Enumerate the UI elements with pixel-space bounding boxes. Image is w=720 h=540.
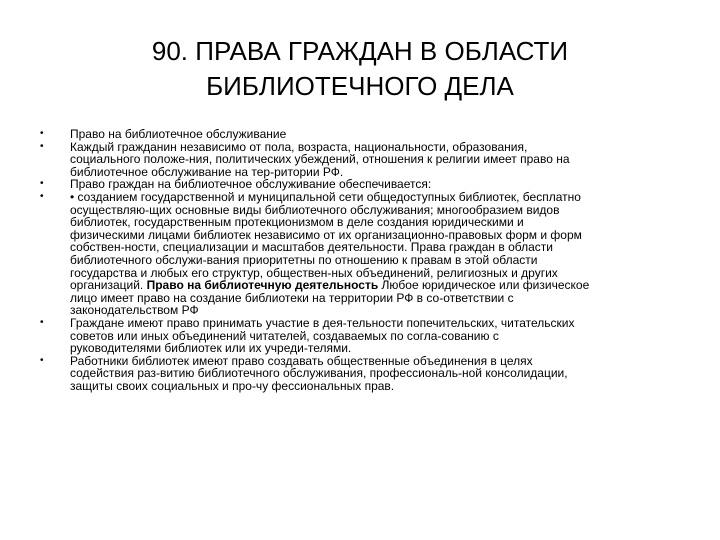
- item3-text: Право граждан на библиотечное обслуживание обеспечивается:: [70, 177, 432, 192]
- item4-line9: лицо имеет право на создание библиотеки на территории РФ в со-ответствии с: [70, 290, 514, 305]
- item4-line2: осуществляю-щих основные виды библиотечного обслуживания; многообразием видов: [70, 202, 560, 217]
- item2-line3: библиотечное обслуживание на тер-ритории РФ.: [70, 164, 344, 179]
- item4-line6: библиотечного обслужи-вания приоритетны по отношению к правам в этой области: [70, 252, 538, 267]
- item6-line2: содействия раз-витию библиотечного обслуживания, профессиональ-ной консолидации,: [70, 366, 568, 381]
- item4-line10: законодательством РФ: [70, 303, 199, 318]
- slide-title: [60, 34, 660, 104]
- bullet-item-5: [40, 317, 680, 355]
- item4-line8c: Любое юридическое или физическое: [378, 278, 590, 293]
- item4-line1: • созданием государственной и муниципальной сети общедоступных библиотек, бесплатно: [70, 189, 581, 204]
- item4-line7: государства и любых его структур, обществен-ных объединений, религиозных и других: [70, 265, 558, 280]
- item4-line4: физическими лицами библиотек независимо от их организационно-правовых форм и форм: [70, 227, 582, 242]
- item4-line8a: организаций.: [70, 278, 147, 293]
- item2-line2: социального положе-ния, политических убеждений, отношения к религии имеет право на: [70, 152, 570, 167]
- item4-line8-bold: Право на библиотечную деятельность: [146, 278, 379, 293]
- bullet-item-4: [40, 191, 680, 317]
- item5-line3: руководителями библиотек или их учреди-телями.: [70, 341, 352, 356]
- item5-line1: Граждане имеют право принимать участие в дея-тельности попечительских, читательских: [70, 315, 575, 330]
- item2-line1: Каждый гражданин независимо от пола, возраста, национальности, образования,: [70, 139, 528, 154]
- item4-line3: библиотек, государственным протекционизмом в деле создания юридическими и: [70, 215, 524, 230]
- bullet-item-6: [40, 355, 680, 393]
- bullet-item-2: [40, 141, 680, 179]
- item1-text: Право на библиотечное обслуживание: [70, 127, 287, 141]
- title-line-1: 90. ПРАВА ГРАЖДАН В ОБЛАСТИ: [151, 36, 569, 66]
- item6-line1: Работники библиотек имеют право создавать общественные объединения в целях: [70, 353, 533, 368]
- title-line-2: БИБЛИОТЕЧНОГО ДЕЛА: [206, 71, 514, 101]
- item4-line5: собствен-ности, специализации и масштабов деятельности. Права граждан в области: [70, 240, 553, 255]
- item5-line2: советов или иных объединений читателей, создаваемых по согла-сованию с: [70, 328, 499, 343]
- bullet-list: [40, 128, 680, 392]
- item6-line3: защиты своих социальных и про-чу фессиональных прав.: [70, 378, 395, 393]
